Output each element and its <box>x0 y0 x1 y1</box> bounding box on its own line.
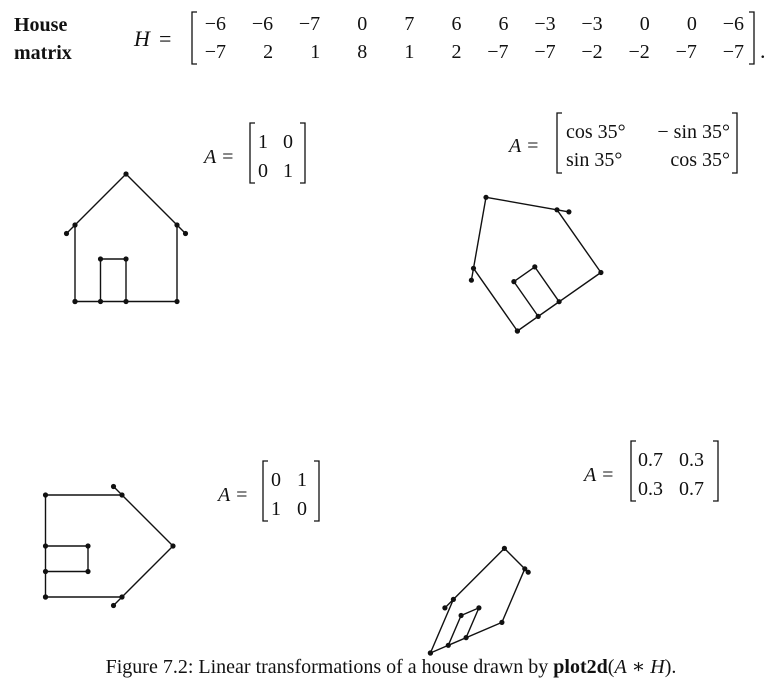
matrix-cell: −7 <box>487 41 509 63</box>
caption-arg-a: A <box>614 656 627 678</box>
matrix-right-bracket <box>749 12 754 64</box>
matrix-cell: sin 35° <box>566 149 623 171</box>
house-vertex-point <box>499 620 504 625</box>
matrix-left-bracket <box>250 123 255 183</box>
caption-prefix: Figure 7.2: Linear transformations of a house drawn by <box>105 656 554 678</box>
matrix-right-bracket <box>732 113 737 173</box>
house-vertex-point <box>119 594 124 599</box>
matrix-cell: − sin 35° <box>657 121 730 143</box>
matrix-cell: 0 <box>686 13 697 35</box>
house-vertex-point <box>446 643 451 648</box>
matrix-cell: 1 <box>310 41 321 63</box>
house-vertex-point <box>476 605 481 610</box>
house-vertex-point <box>43 492 48 497</box>
caption-arg-h: H <box>650 656 665 678</box>
matrix-right-bracket <box>314 461 319 521</box>
matrix-cell: 6 <box>451 13 462 35</box>
house-vertex-point <box>123 171 128 176</box>
matrix-a-shear <box>582 441 718 501</box>
matrix-cell: cos 35° <box>566 121 626 143</box>
caption-operator: ∗ <box>626 656 651 678</box>
matrix-cell: −3 <box>534 13 556 35</box>
matrix-cell: 1 <box>404 41 415 63</box>
house-vertex-point <box>483 195 488 200</box>
matrix-cell: 2 <box>263 41 274 63</box>
panel-identity <box>64 123 305 304</box>
house-vertex-point <box>459 613 464 618</box>
house-vertex-point <box>464 635 469 640</box>
matrix-cell: 0.3 <box>638 478 663 500</box>
house-vertex-point <box>43 569 48 574</box>
matrix-equals-sign: = <box>159 26 172 51</box>
matrix-cell: 1 <box>283 160 293 182</box>
matrix-cell: 0.3 <box>679 449 704 471</box>
house-vertex-point <box>111 484 116 489</box>
matrix-a-identity <box>202 123 305 183</box>
house-outline <box>67 174 186 302</box>
panel-swap <box>43 461 319 608</box>
matrix-left-bracket <box>263 461 268 521</box>
house-vertex-point <box>85 569 90 574</box>
house-plot-swap <box>43 484 176 608</box>
house-outline <box>471 197 601 331</box>
house-vertex-point <box>536 314 541 319</box>
house-vertex-point <box>522 566 527 571</box>
matrix-cell: 0 <box>258 160 268 182</box>
matrix-cell: 0 <box>271 469 281 491</box>
house-label-line2: matrix <box>14 42 72 64</box>
matrix-cell: 1 <box>297 469 307 491</box>
house-vertex-point <box>64 231 69 236</box>
matrix-period: . <box>760 38 766 63</box>
house-vertex-point <box>72 222 77 227</box>
matrix-cell: 6 <box>498 13 509 35</box>
matrix-cell: 8 <box>357 41 368 63</box>
caption-period: . <box>671 656 677 678</box>
caption-paren-close: ) <box>664 656 672 678</box>
house-vertex-point <box>532 264 537 269</box>
house-vertex-point <box>471 266 476 271</box>
matrix-cell: −6 <box>722 13 744 35</box>
house-vertex-point <box>123 299 128 304</box>
matrix-left-bracket <box>557 113 562 173</box>
matrix-right-bracket <box>300 123 305 183</box>
matrix-cell: −7 <box>722 41 744 63</box>
house-vertex-point <box>598 270 603 275</box>
matrix-left-bracket <box>631 441 636 501</box>
house-vertex-point <box>72 299 77 304</box>
matrix-cell: 2 <box>451 41 462 63</box>
house-matrix-header <box>14 12 766 64</box>
matrix-right-bracket <box>713 441 718 501</box>
matrix-a-label: A = <box>509 135 540 157</box>
matrix-cell: 0 <box>283 131 293 153</box>
matrix-symbol-h: H <box>134 26 150 51</box>
house-vertex-point <box>566 209 571 214</box>
house-label-line1: House <box>14 14 68 36</box>
matrix-cell: −7 <box>298 13 321 35</box>
house-vertex-point <box>511 279 516 284</box>
house-plot-identity <box>64 171 188 304</box>
matrix-cell: 0.7 <box>638 449 663 471</box>
caption-function-name: plot2d <box>553 656 608 678</box>
house-vertex-point <box>451 597 456 602</box>
matrix-cell: 7 <box>404 13 415 35</box>
house-vertex-point <box>170 543 175 548</box>
matrix-cell: −2 <box>581 41 603 63</box>
matrix-cell: −6 <box>204 13 226 35</box>
matrix-a-swap <box>216 461 319 521</box>
house-vertex-point <box>98 256 103 261</box>
matrix-left-bracket <box>192 12 197 64</box>
panel-shear <box>428 441 718 656</box>
matrix-cell: −2 <box>628 41 650 63</box>
matrix-a-label: A = <box>218 484 249 506</box>
matrix-a-rotation <box>507 113 737 173</box>
house-vertex-point <box>469 278 474 283</box>
matrix-cell: −7 <box>675 41 697 63</box>
matrix-cell: cos 35° <box>670 149 730 171</box>
matrix-cell: 0 <box>357 13 368 35</box>
figure-caption <box>0 654 782 679</box>
panel-rotation <box>469 113 737 334</box>
matrix-a-label: A = <box>204 146 235 168</box>
house-vertex-point <box>85 543 90 548</box>
house-vertex-point <box>502 546 507 551</box>
matrix-a-label: A = <box>584 464 615 486</box>
caption-paren-open: ( <box>607 656 615 678</box>
house-outline <box>46 487 174 606</box>
house-plot-shear <box>428 546 531 656</box>
house-vertex-point <box>183 231 188 236</box>
matrix-cell: −7 <box>204 41 226 63</box>
house-vertex-point <box>174 222 179 227</box>
house-vertex-point <box>557 299 562 304</box>
house-plot-rotation <box>469 195 604 334</box>
matrix-cell: 0.7 <box>679 478 704 500</box>
house-outline <box>430 548 528 653</box>
house-vertex-point <box>43 543 48 548</box>
matrix-cell: 1 <box>258 131 268 153</box>
matrix-cell: −7 <box>534 41 556 63</box>
house-vertex-point <box>119 492 124 497</box>
house-vertex-point <box>43 594 48 599</box>
house-vertex-point <box>174 299 179 304</box>
house-vertex-point <box>123 256 128 261</box>
matrix-cell: 1 <box>271 498 281 520</box>
house-vertex-point <box>515 328 520 333</box>
matrix-cell: 0 <box>297 498 307 520</box>
house-vertex-point <box>442 605 447 610</box>
matrix-cell: −6 <box>251 13 274 35</box>
house-vertex-point <box>554 207 559 212</box>
house-vertex-point <box>98 299 103 304</box>
house-matrix-cells <box>205 13 744 63</box>
matrix-cell: −3 <box>581 13 603 35</box>
house-vertex-point <box>111 603 116 608</box>
matrix-cell: 0 <box>639 13 650 35</box>
